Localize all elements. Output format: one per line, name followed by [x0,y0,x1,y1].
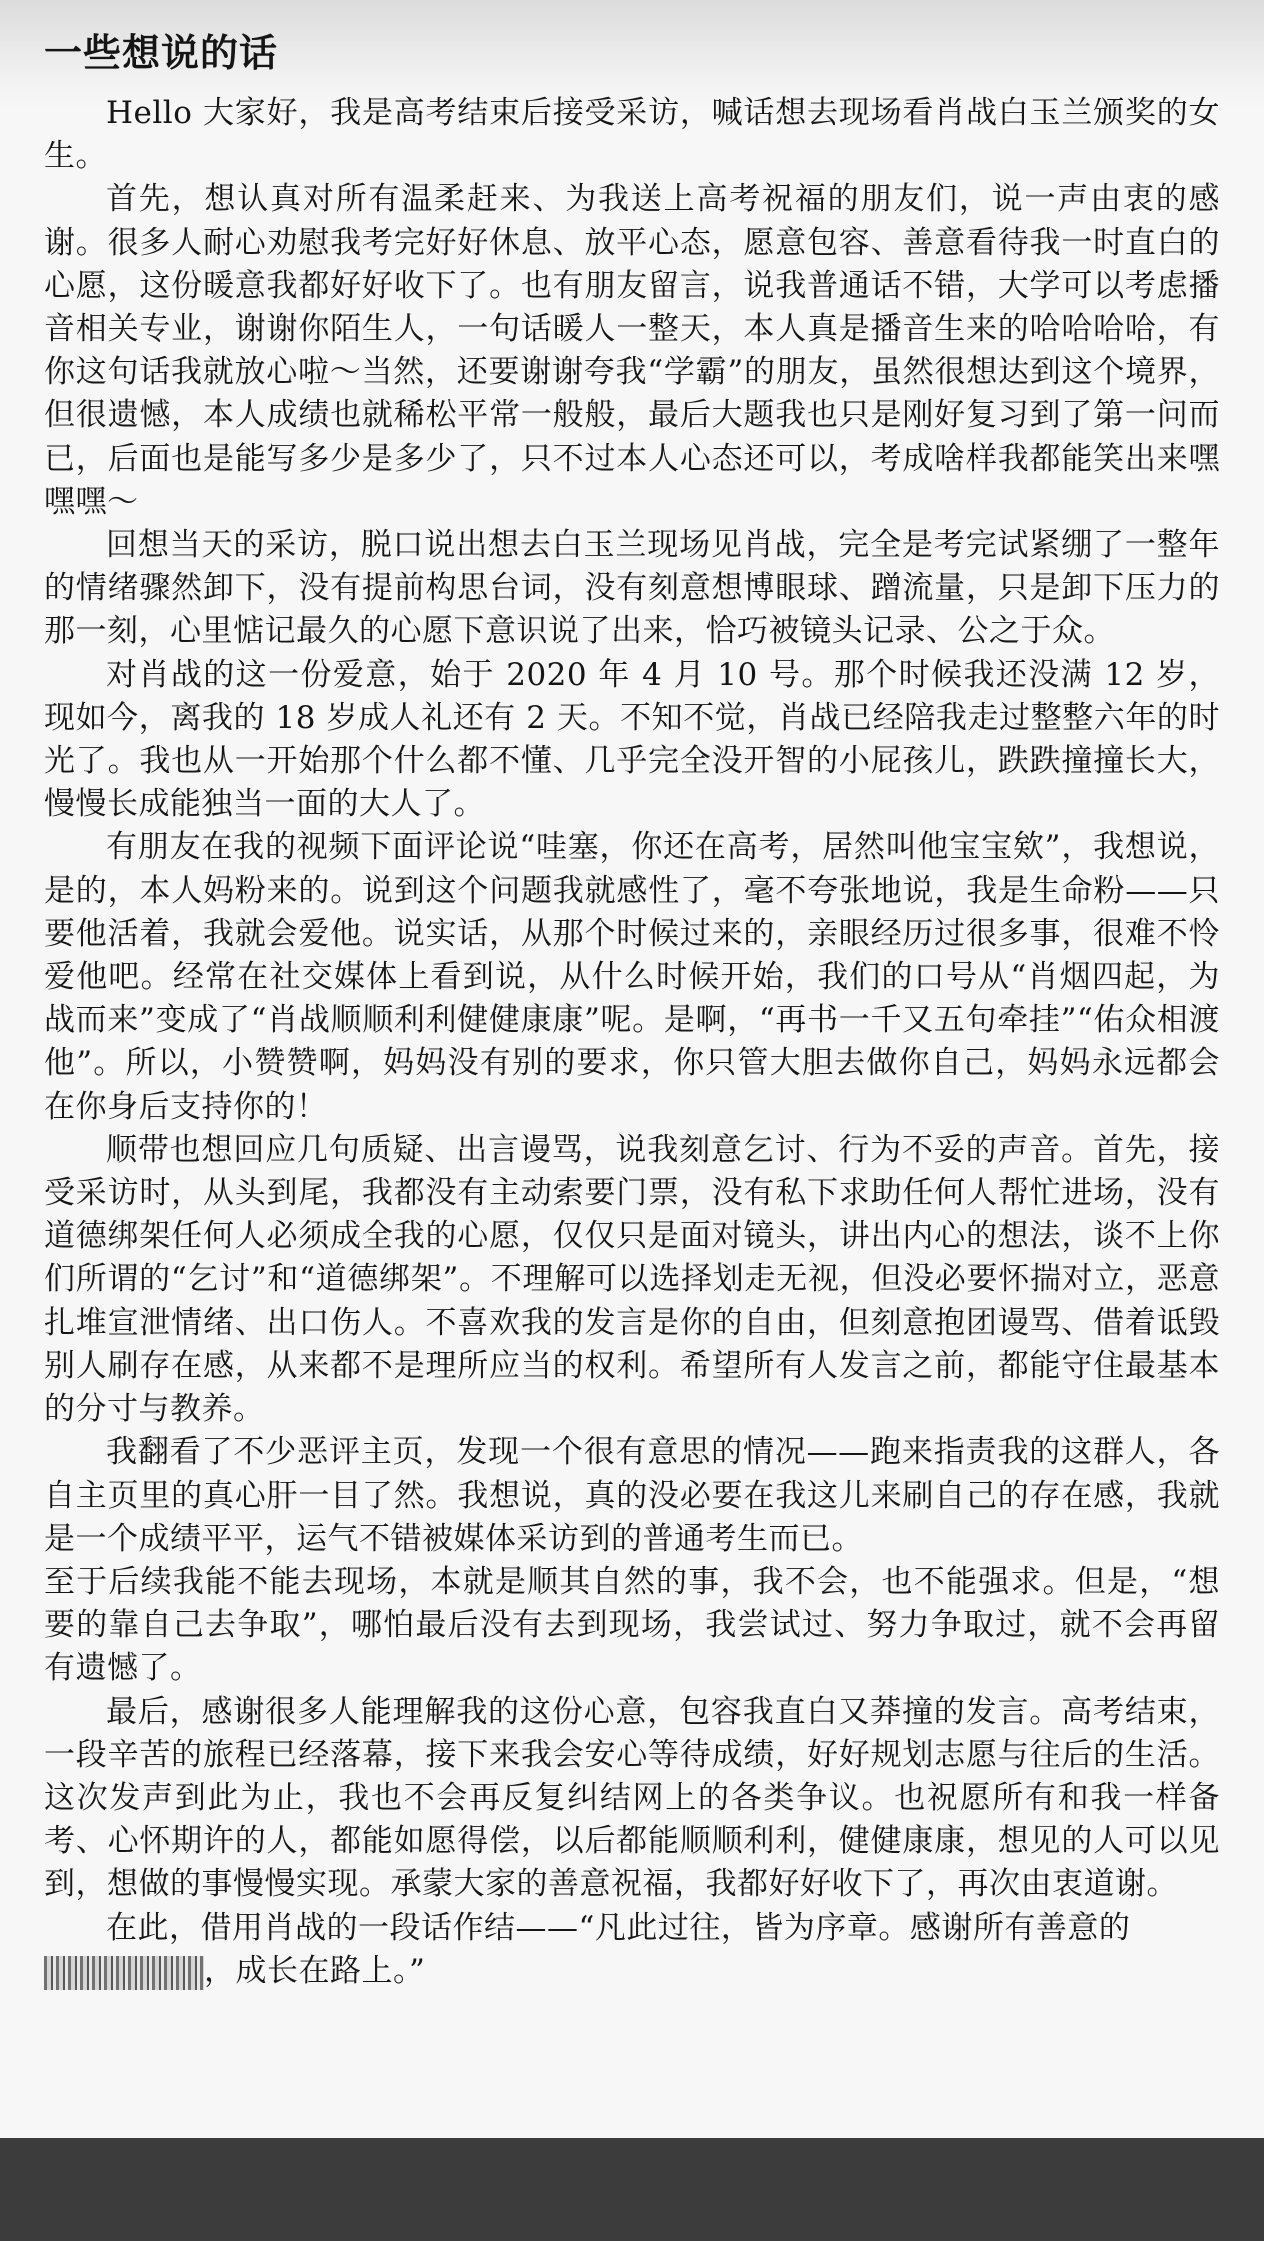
closing-line [44,1950,1220,1993]
bottom-bar [0,2138,1264,2241]
paragraph-8: 至于后续我能不能去现场，本就是顺其自然的事，我不会，也不能强求。但是，“想要的靠自己去争取”，哪怕最后没有去到现场，我尝试过、努力争取过，就不会再留有遗憾了。 [44,1563,1220,1687]
paragraph-5: 有朋友在我的视频下面评论说“哇塞，你还在高考，居然叫他宝宝欸”，我想说，是的，本人妈粉来的。说到这个问题我就感性了，毫不夸张地说，我是生命粉——只要他活着，我就会爱他。说实话，从那个时候过来的，亲眼经历过很多事，很难不怜爱他吧。经常在社交媒体上看到说，从什么时候开始，我们的口号从“肖烟四起，为战而来”变成了“肖战顺顺利利健健康康”呢。是啊，“再书一千又五句牵挂”“佑众相渡他”。所以，小赞赞啊，妈妈没有别的要求，你只管大胆去做你自己，妈妈永远都会在你身后支持你的！ [44,829,1220,1125]
paragraph-3: 回想当天的采访，脱口说出想去白玉兰现场见肖战，完全是考完试紧绷了一整年的情绪骤然卸下，没有提前构思台词，没有刻意想博眼球、蹭流量，只是卸下压力的那一刻，心里惦记最久的心愿下意识说了出来，恰巧被镜头记录、公之于众。 [44,527,1220,650]
paragraph-6: 顺带也想回应几句质疑、出言谩骂，说我刻意乞讨、行为不妥的声音。首先，接受采访时，从头到尾，我都没有主动索要门票，没有私下求助任何人帮忙进场，没有道德绑架任何人必须成全我的心愿，仅仅只是面对镜头，讲出内心的想法，谈不上你们所谓的“乞讨”和“道德绑架”。不理解可以选择划走无视，但没必要怀揣对立，恶意扎堆宣泄情绪、出口伤人。不喜欢我的发言是你的自由，但刻意抱团谩骂、借着诋毁别人刷存在感，从来都不是理所应当的权利。希望所有人发言之前，都能守住最基本的分寸与教养。 [44,1131,1220,1428]
paragraph-10: 在此，借用肖战的一段话作结——“凡此过往，皆为序章。感谢所有善意的 [106,1909,1131,1946]
paragraph-9: 最后，感谢很多人能理解我的这份心意，包容我直白又莽撞的发言。高考结束，一段辛苦的旅程已经落幕，接下来我会安心等待成绩，好好规划志愿与往后的生活。这次发声到此为止，我也不会再反复纠结网上的各类争议。也祝愿所有和我一样备考、心怀期许的人，都能如愿得偿，以后都能顺顺利利，健健康康，想见的人可以见到，想做的事慢慢实现。承蒙大家的善意祝福，我都好好收下了，再次由衷道谢。 [44,1693,1220,1903]
paragraph-11: ，成长在路上。” [204,1952,426,1989]
document-title: 一些想说的话 [44,31,279,75]
paragraph-2: 首先，想认真对所有温柔赶来、为我送上高考祝福的朋友们，说一声由衷的感谢。很多人耐心劝慰我考完好好休息、放平心态，愿意包容、善意看待我一时直白的心愿，这份暖意我都好好收下了。也有朋友留言，说我普通话不错，大学可以考虑播音相关专业，谢谢你陌生人，一句话暖人一整天，本人真是播音生来的哈哈哈哈，有你这句话我就放心啦～当然，还要谢谢夸我“学霸”的朋友，虽然很想达到这个境界，但很遗憾，本人成绩也就稀松平常一般般，最后大题我也只是刚好复习到了第一问而已，后面也是能写多少是多少了，只不过本人心态还可以，考成啥样我都能笑出来嘿嘿嘿～ [44,181,1220,520]
paragraph-4: 对肖战的这一份爱意，始于 2020 年 4 月 10 号。那个时候我还没满 12 岁，现如今，离我的 18 岁成人礼还有 2 天。不知不觉，肖战已经陪我走过整整六年的时光了。我也从一开始那个什么都不懂、几乎完全没开智的小屁孩儿，跌跌撞撞长大，慢慢长成能独当一面的大人了。 [44,656,1220,823]
paragraph-7: 我翻看了不少恶评主页，发现一个很有意思的情况——跑来指责我的这群人，各自主页里的真心肝一目了然。我想说，真的没必要在我这儿来刷自己的存在感，我就是一个成绩平平，运气不错被媒体采访到的普通考生而已。 [44,1434,1220,1557]
paragraph-1: Hello 大家好，我是高考结束后接受采访，喊话想去现场看肖战白玉兰颁奖的女生。 [44,95,1220,175]
